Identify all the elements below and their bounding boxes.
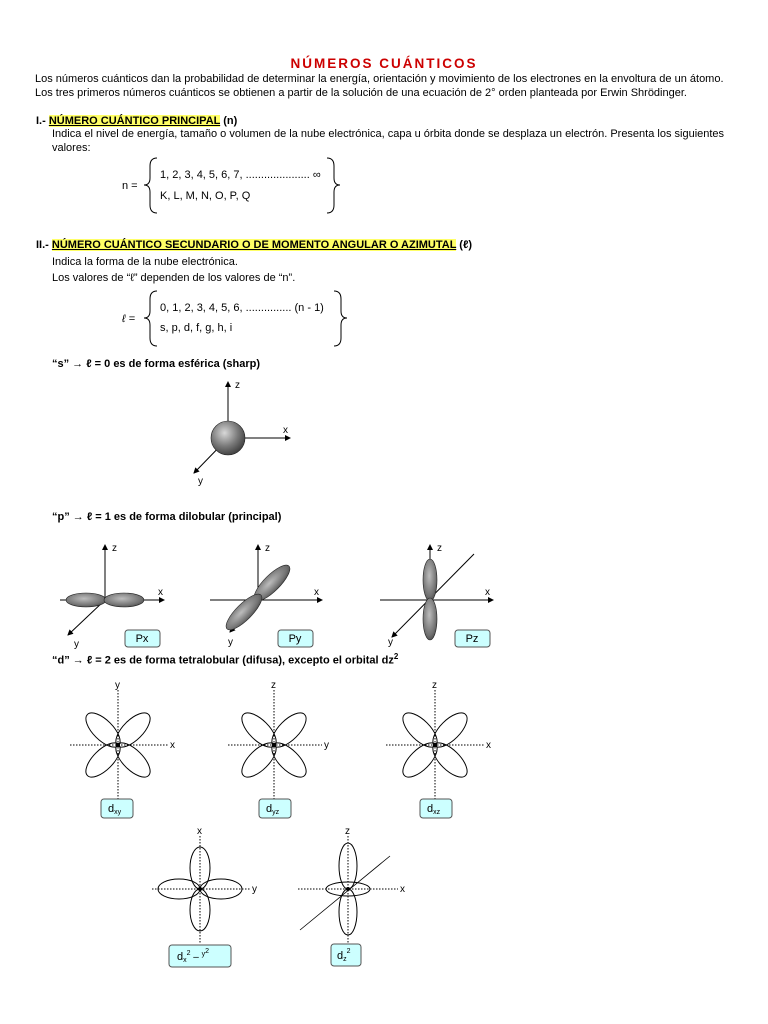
px-axis-z: z	[112, 543, 117, 554]
d-caption-sup: 2	[393, 652, 399, 661]
dx2y2-orbital	[152, 826, 257, 967]
dyz-label: dyz	[266, 803, 280, 816]
section2-lhs: ℓ =	[122, 313, 136, 325]
dxz-orbital	[386, 680, 491, 818]
pz-axis-z: z	[437, 543, 442, 554]
section1-desc-1: Indica el nivel de energía, tamaño o volumen de la nube electrónica, capa u órbita donde se desplaza un electrón. Presenta los siguientes	[52, 128, 725, 140]
brace-left-1	[144, 158, 157, 213]
dz2-axis-z: z	[345, 826, 350, 837]
px-orbital	[60, 543, 164, 650]
dyz-orbital	[228, 680, 329, 818]
py-axis-y: y	[228, 637, 233, 648]
dxy-axis-x: x	[170, 740, 175, 751]
dxy-axis-y: y	[115, 680, 120, 691]
section1-desc-2: valores:	[52, 142, 91, 154]
intro-line-2: Los tres primeros números cuánticos se obtienen a partir de la solución de una ecuación de 2° orden planteada por Erwin Shrödinger.	[35, 87, 687, 99]
dz2-orbital	[298, 826, 405, 966]
s-axis-x: x	[283, 425, 288, 436]
dx2y2-label: $dx^2 - ^{y2}$	[177, 948, 210, 964]
section1-letters-row: K, L, M, N, O, P, Q	[160, 190, 251, 202]
dz2-label: $dz^2$	[337, 948, 351, 963]
brace-left-2	[144, 291, 157, 346]
pz-axis-x: x	[485, 587, 490, 598]
dxz-axis-x: x	[486, 740, 491, 751]
s-axis-y: y	[198, 476, 203, 487]
dxz-label: dxz	[427, 803, 441, 816]
dxy-orbital	[70, 680, 175, 818]
brace-right-1	[327, 158, 340, 213]
py-label: Py	[288, 633, 302, 645]
px-axis-x: x	[158, 587, 163, 598]
d-caption-text: “d” → ℓ = 2 es de forma tetralobular (difusa), excepto el orbital dz	[52, 654, 394, 667]
page-title: NÚMEROS CUÁNTICOS	[290, 56, 478, 71]
section1-prefix: I.-	[36, 115, 49, 127]
section1-values-row: 1, 2, 3, 4, 5, 6, 7, ..................... ∞	[160, 169, 321, 181]
px-label: Px	[135, 633, 149, 645]
section2-desc-2: Los valores de “ℓ” dependen de los valores de “n”.	[52, 272, 296, 284]
dx2y2-axis-x: x	[197, 826, 202, 837]
section2-values-row: 0, 1, 2, 3, 4, 5, 6, ............... (n - 1)	[160, 302, 324, 314]
section1-lhs: n =	[122, 180, 138, 192]
pz-label: Pz	[465, 633, 479, 645]
s-orbital	[194, 380, 290, 487]
dyz-axis-z: z	[271, 680, 276, 691]
intro-line-1: Los números cuánticos dan la probabilidad de determinar la energía, orientación y movimiento de los electrones en la envoltura de un átomo.	[35, 73, 724, 85]
dz2-axis-x: x	[400, 884, 405, 895]
pz-orbital	[380, 543, 493, 648]
section2-prefix: II.-	[36, 239, 52, 251]
section2-desc-1: Indica la forma de la nube electrónica.	[52, 256, 238, 268]
section1-suffix: (n)	[220, 115, 238, 127]
dxy-label: dxy	[108, 803, 122, 816]
section1-title: NÚMERO CUÁNTICO PRINCIPAL	[48, 115, 221, 127]
py-axis-x: x	[314, 587, 319, 598]
dyz-axis-y: y	[324, 740, 329, 751]
dx2y2-axis-y: y	[252, 884, 257, 895]
pz-axis-y: y	[388, 637, 393, 648]
py-axis-z: z	[265, 543, 270, 554]
s-orbital-caption: “s” → ℓ = 0 es de forma esférica (sharp)	[52, 358, 261, 370]
py-orbital	[210, 543, 322, 648]
section2-suffix: (ℓ)	[456, 239, 472, 251]
section2-letters-row: s, p, d, f, g, h, i	[160, 322, 233, 334]
section2-title: NÚMERO CUÁNTICO SECUNDARIO O DE MOMENTO ANGULAR O AZIMUTAL	[51, 239, 457, 251]
p-orbital-caption: “p” → ℓ = 1 es de forma dilobular (principal)	[52, 511, 282, 523]
dxz-axis-z: z	[432, 680, 437, 691]
brace-right-2	[334, 291, 347, 346]
px-axis-y: y	[74, 639, 79, 650]
s-axis-z: z	[235, 380, 240, 391]
